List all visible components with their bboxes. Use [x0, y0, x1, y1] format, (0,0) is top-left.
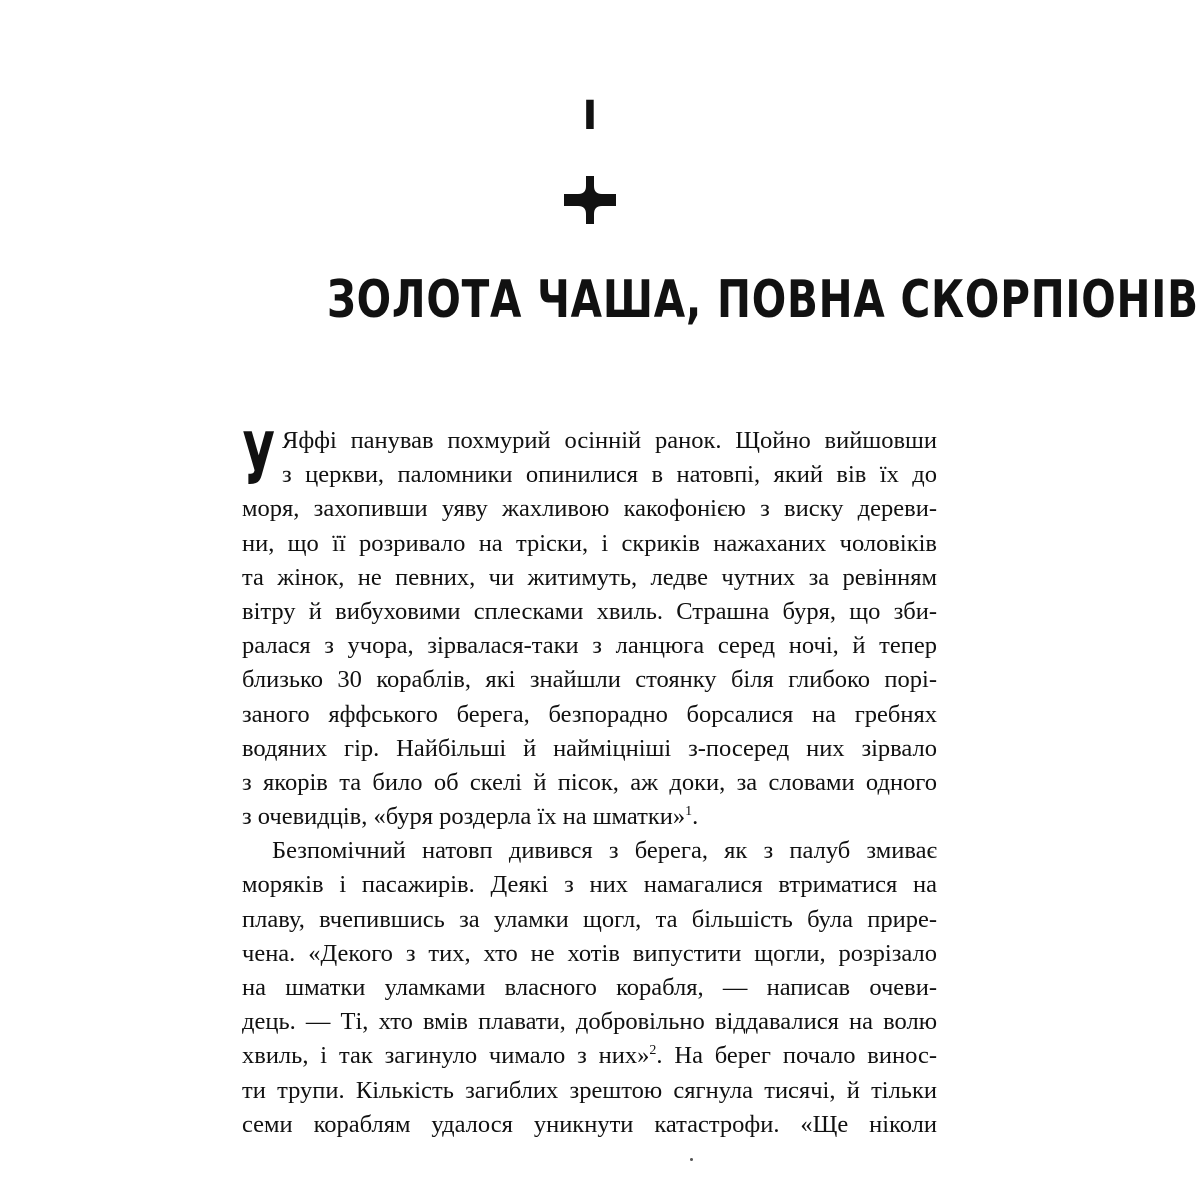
text-line: моря, захопивши уяву жахливою какофонією з виску дереви- [242, 495, 937, 523]
text-line: з очевидців, «буря роздерла їх на шматки»$^1$. [242, 803, 699, 831]
text-line: Яффі панував похмурий осінній ранок. Щойно вийшовши [282, 427, 937, 454]
text-line: моряків і пасажирів. Деякі з них намагалися втриматися на [242, 871, 937, 899]
text-line: близько 30 кораблів, які знайшли стоянку біля глибоко порі- [242, 666, 937, 694]
text-line: з якорів та било об скелі й пісок, аж доки, за словами одного [242, 768, 937, 796]
scan-speck [690, 1158, 693, 1161]
body-text [242, 417, 937, 1142]
text-line: водяних гір. Найбільші й найміцніші з-посеред них зірвало [242, 734, 937, 762]
text-line: ралася з учора, зірвалася-таки з ланцюга серед ночі, й тепер [242, 632, 937, 660]
text-line: на шматки уламками власного корабля, — написав очеви- [242, 974, 937, 1001]
text-line-content: з очевидців, «буря роздерла їх на шматки» [242, 803, 686, 831]
text-line: Безпомічний натовп дивився з берега, як з палуб змиває [272, 837, 937, 865]
text-line: вітру й вибуховими сплесками хвиль. Страшна буря, що зби- [242, 597, 937, 625]
text-line: ти трупи. Кількість загиблих зрештою сягнула тисячі, й тільки [242, 1076, 937, 1104]
text-line-content: хвиль, і так загинуло чимало з них» [242, 1042, 650, 1070]
text-line: дець. — Ті, хто вмів плавати, добровільно віддавалися на волю [242, 1008, 937, 1036]
text-line [242, 1039, 937, 1073]
cross-patee-icon [564, 176, 616, 224]
text-line-tail: . На берег почало винос- [656, 1042, 937, 1070]
drop-cap: У [242, 417, 276, 501]
chapter-number: I [582, 93, 598, 139]
text-line: з церкви, паломники опинилися в натовпі, який вів їх до [282, 461, 937, 489]
text-line: семи кораблям удалося уникнути катастрофи. «Ще ніколи [242, 1110, 937, 1138]
text-line: та жінок, не певних, чи житимуть, ледве чутних за ревінням [242, 563, 937, 591]
text-line: плаву, вчепившись за уламки щогл, та більшість була прире- [242, 905, 937, 933]
footnote-ref: 2 [649, 1043, 657, 1059]
chapter-title: ЗОЛОТА ЧАША, ПОВНА СКОРПІОНІВ [327, 270, 1199, 330]
text-line: заного яффського берега, безпорадно борсалися на гребнях [242, 700, 937, 728]
text-line: чена. «Декого з тих, хто не хотів випустити щогли, розрізало [242, 939, 937, 967]
text-line: ни, що її розривало на тріски, і скриків нажаханих чоловіків [242, 529, 937, 557]
footnote-ref: 1 [685, 804, 693, 820]
